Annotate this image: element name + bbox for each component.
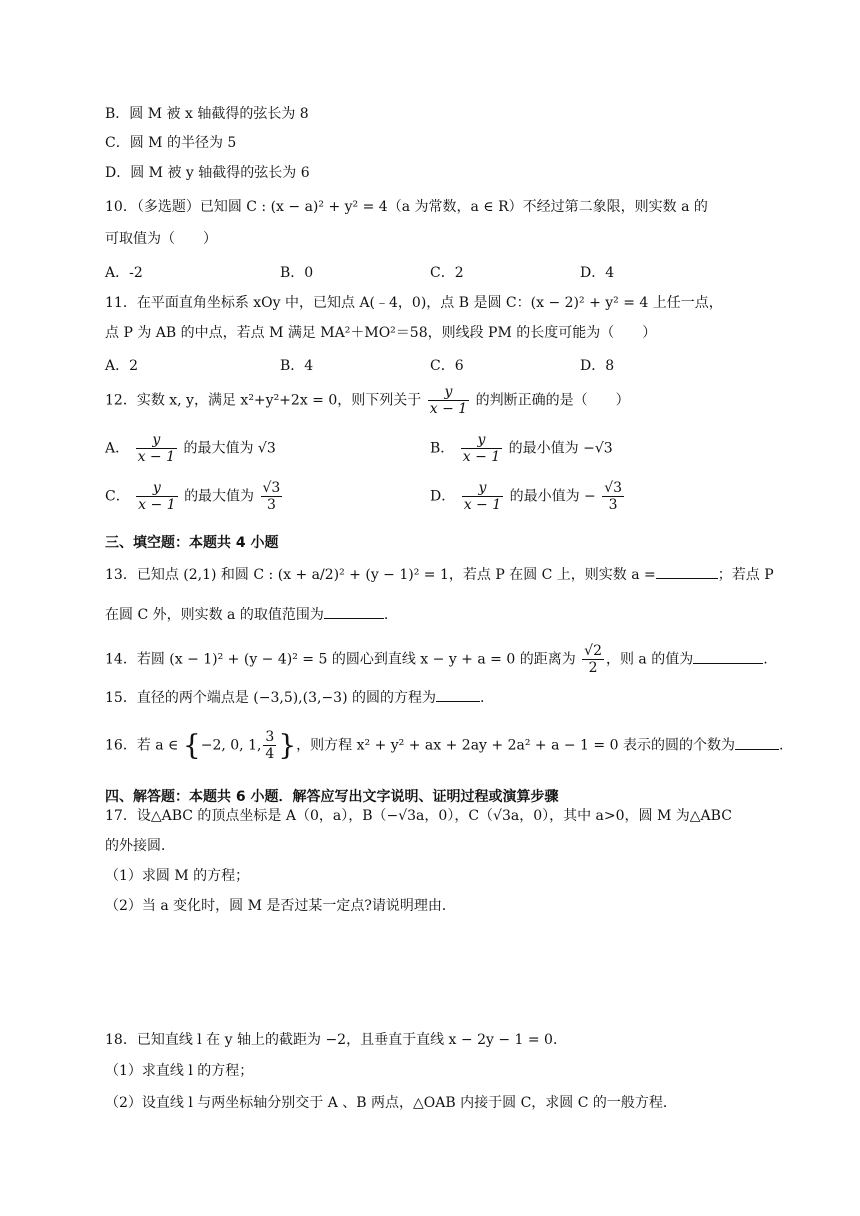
q11-option-a: A．2 [105,358,139,374]
q14-blank[interactable] [693,663,763,664]
q12-option-c: C． $\frac{y}{x - 1}$ 的最大值为 $\frac{√3}{3}$ [105,480,281,513]
q10-stem: 10．（多选题）已知圆 C : (x − a)² + y² = 4（a 为常数，a ∈ R）不经过第二象限，则实数 a 的 [105,199,708,215]
q12-stem-b: 的判断正确的是（ ） [475,392,630,409]
q12-stem [105,384,630,417]
q17-stem: 17．设△ABC 的顶点坐标是 A（0，a），B（−√3a，0），C（√3a，0），其中 a>0，圆 M 为△ABC [105,808,732,824]
q10-option-c: C．2 [430,265,464,281]
q11-stem-2: 点 P 为 AB 的中点，若点 M 满足 MA²＋MO²＝58，则线段 PM 的长度可能为（ ） [105,325,657,341]
q16-stem: 16．若 a ∈ {−2, 0, 1, $\frac{3}{4}$ }，则方程 x² + y² + ax + 2ay + 2a² + a − 1 = 0 表示的圆的个数为 . [105,728,784,762]
q17-part-1: （1）求圆 M 的方程； [105,868,250,884]
q13-stem-2: 在圆 C 外，则实数 a 的取值范围为 . [105,607,389,623]
q13-stem: 13．已知点 (2,1) 和圆 C : (x + a/2)² + (y − 1)² = 1，若点 P 在圆 C 上，则实数 a = ；若点 P [105,567,774,583]
q18-part-2: （2）设直线 l 与两坐标轴分别交于 A 、B 两点，△OAB 内接于圆 C，求圆 C 的一般方程． [105,1095,677,1111]
q9-option-c: C．圆 M 的半径为 5 [105,135,237,151]
q12-option-b: B． $\frac{y}{x - 1}$ 的最小值为 −√3 [430,432,613,465]
q15-blank[interactable] [436,701,480,702]
q17-part-2: （2）当 a 变化时，圆 M 是否过某一定点?请说明理由． [105,898,456,914]
q13-blank-2[interactable] [324,618,384,619]
q10-stem-2: 可取值为（ ） [105,231,217,247]
q10-option-d: D．4 [580,265,615,281]
q11-option-b: B．4 [280,358,314,374]
section-4-heading: 四、解答题：本题共 6 小题．解答应写出文字说明、证明过程或演算步骤 [105,789,559,805]
q10-option-b: B．0 [280,265,314,281]
q11-option-c: C．6 [430,358,464,374]
q11-stem: 11．在平面直角坐标系 xOy 中，已知点 A(﹣4，0)，点 B 是圆 C：(x − 2)² + y² = 4 上任一点， [105,295,723,311]
q9-option-b: B．圆 M 被 x 轴截得的弦长为 8 [105,106,309,122]
q12-option-d: D． $\frac{y}{x - 1}$ 的最小值为 − $\frac{√3}{3}$ [430,480,623,513]
q15-stem: 15．直径的两个端点是 (−3,5),(3,−3) 的圆的方程为 . [105,690,485,706]
q9-option-d: D．圆 M 被 y 轴截得的弦长为 6 [105,165,310,181]
q18-stem: 18．已知直线 l 在 y 轴上的截距为 −2，且垂直于直线 x − 2y − 1 = 0． [105,1032,567,1048]
q12-option-a: A． $\frac{y}{x - 1}$ 的最大值为 √3 [105,432,276,465]
q13-blank-1[interactable] [656,578,718,579]
q12-stem-a: 12．实数 x, y，满足 x²+y²+2x = 0，则下列关于 [105,392,422,409]
q11-option-d: D．8 [580,358,615,374]
q17-stem-2: 的外接圆． [105,838,175,854]
q12-fraction: $\frac{y}{x - 1}$ [429,384,468,417]
q13-circle-equation: (x + a/2)² + (y − 1)² = 1 [277,567,449,583]
q10-option-a: A．-2 [105,265,143,281]
section-3-heading: 三、填空题：本题共 4 小题 [105,535,279,551]
q18-part-1: （1）求直线 l 的方程； [105,1063,254,1079]
q14-stem: 14．若圆 (x − 1)² + (y − 4)² = 5 的圆心到直线 x − y + a = 0 的距离为 $\frac{√2}{2}$ ，则 a 的值为 . [105,643,768,676]
q16-blank[interactable] [735,749,779,750]
